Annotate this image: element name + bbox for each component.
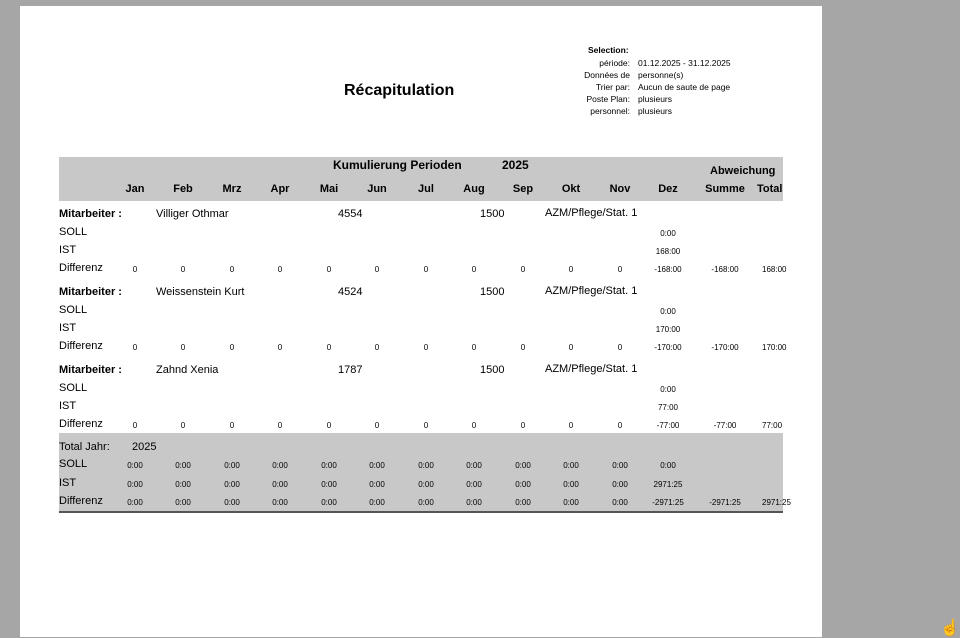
soll-total-month-value: 0:00 <box>369 461 385 470</box>
summe-header: Summe <box>705 183 745 195</box>
diff-total-month-value: 0:00 <box>272 498 288 507</box>
kumulierung-label: Kumulierung Perioden <box>333 158 462 172</box>
month-header: Aug <box>463 183 485 195</box>
ist-total-month-value: 0:00 <box>272 480 288 489</box>
differenz-total-total-value: 2971:25 <box>762 498 791 507</box>
soll-label: SOLL <box>59 226 88 238</box>
differenz-month-value: 0 <box>132 421 138 430</box>
ist-label: IST <box>59 244 77 256</box>
soll-dez-value: 0:00 <box>660 385 676 394</box>
soll-total-month-value: 0:00 <box>224 461 240 470</box>
kumulierung-year: 2025 <box>502 158 529 172</box>
differenz-month-value: 0 <box>132 343 138 352</box>
differenz-month-value: 0 <box>229 265 235 274</box>
ist-total-month-value: 0:00 <box>612 480 628 489</box>
differenz-month-value: 0 <box>617 421 623 430</box>
table-bottom-rule <box>59 511 783 513</box>
month-header: Mrz <box>222 183 242 195</box>
selection-value: 01.12.2025 - 31.12.2025 <box>638 58 731 68</box>
differenz-dez-value: -168:00 <box>654 265 682 274</box>
differenz-month-value: 0 <box>229 343 235 352</box>
employee-number: 1787 <box>338 364 363 376</box>
differenz-summe-value: -170:00 <box>711 343 739 352</box>
employee-code: 1500 <box>480 208 505 220</box>
employee-number: 4524 <box>338 286 363 298</box>
ist-total-month-value: 0:00 <box>515 480 531 489</box>
employee-department: AZM/Pflege/Stat. 1 <box>545 363 638 375</box>
ist-total-month-value: 0:00 <box>321 480 337 489</box>
selection-key: Trier par: <box>595 82 630 92</box>
differenz-dez-value: -77:00 <box>656 421 680 430</box>
report-page <box>20 6 822 637</box>
ist-total-month-value: 0:00 <box>175 480 191 489</box>
month-header: Apr <box>270 183 290 195</box>
soll-total-month-value: 0:00 <box>418 461 434 470</box>
month-header: Jul <box>418 183 434 195</box>
employee-department: AZM/Pflege/Stat. 1 <box>545 207 638 219</box>
employee-code: 1500 <box>480 364 505 376</box>
differenz-month-value: 0 <box>617 265 623 274</box>
differenz-month-value: 0 <box>520 265 526 274</box>
diff-total-month-value: 0:00 <box>563 498 579 507</box>
soll-label: SOLL <box>59 304 88 316</box>
selection-key: période: <box>599 58 630 68</box>
ist-total-month-value: 0:00 <box>563 480 579 489</box>
differenz-month-value: 0 <box>374 265 380 274</box>
differenz-total-value: 170:00 <box>762 343 787 352</box>
employee-department: AZM/Pflege/Stat. 1 <box>545 285 638 297</box>
total-year-label: Total Jahr: <box>59 441 110 453</box>
differenz-summe-value: -168:00 <box>711 265 739 274</box>
selection-value: personne(s) <box>638 70 684 80</box>
diff-total-month-value: -2971:25 <box>652 498 684 507</box>
differenz-total-value: 168:00 <box>762 265 787 274</box>
differenz-month-value: 0 <box>229 421 235 430</box>
differenz-label: Differenz <box>59 340 103 352</box>
differenz-summe-value: -77:00 <box>713 421 737 430</box>
ist-label: IST <box>59 322 77 334</box>
month-header: Sep <box>512 183 534 195</box>
differenz-month-value: 0 <box>326 343 332 352</box>
differenz-month-value: 0 <box>568 421 574 430</box>
soll-total-month-value: 0:00 <box>321 461 337 470</box>
differenz-month-value: 0 <box>277 421 283 430</box>
ist-label: IST <box>59 400 77 412</box>
employee-label: Mitarbeiter : <box>59 208 122 220</box>
ist-total-month-value: 2971:25 <box>653 480 683 489</box>
differenz-month-value: 0 <box>520 343 526 352</box>
diff-total-month-value: 0:00 <box>515 498 531 507</box>
diff-total-month-value: 0:00 <box>369 498 385 507</box>
ist-dez-value: 168:00 <box>655 247 681 256</box>
diff-total-month-value: 0:00 <box>418 498 434 507</box>
employee-name: Weissenstein Kurt <box>156 286 245 298</box>
soll-total-month-value: 0:00 <box>272 461 288 470</box>
employee-name: Villiger Othmar <box>156 208 229 220</box>
differenz-month-value: 0 <box>423 265 429 274</box>
month-header: Jun <box>367 183 387 195</box>
month-header: Jan <box>125 183 145 195</box>
ist-total-month-value: 0:00 <box>369 480 385 489</box>
differenz-month-value: 0 <box>568 265 574 274</box>
differenz-month-value: 0 <box>568 343 574 352</box>
ist-total-month-value: 0:00 <box>127 480 143 489</box>
ist-dez-value: 77:00 <box>657 403 679 412</box>
month-header: Feb <box>173 183 193 195</box>
report-title: Récapitulation <box>344 82 455 99</box>
differenz-month-value: 0 <box>132 265 138 274</box>
differenz-total-summe-value: -2971:25 <box>709 498 741 507</box>
month-header: Nov <box>609 183 631 195</box>
selection-key: Données de <box>584 70 630 80</box>
diff-total-month-value: 0:00 <box>224 498 240 507</box>
soll-total-month-value: 0:00 <box>175 461 191 470</box>
soll-total-label: SOLL <box>59 458 88 470</box>
differenz-month-value: 0 <box>180 265 186 274</box>
selection-heading: Selection: <box>588 45 629 55</box>
month-header: Okt <box>561 183 581 195</box>
soll-total-month-value: 0:00 <box>466 461 482 470</box>
differenz-label: Differenz <box>59 262 103 274</box>
ist-total-label: IST <box>59 477 77 489</box>
differenz-month-value: 0 <box>374 421 380 430</box>
selection-key: Poste Plan: <box>586 94 630 104</box>
soll-dez-value: 0:00 <box>660 229 676 238</box>
month-header: Mai <box>319 183 339 195</box>
ist-total-month-value: 0:00 <box>418 480 434 489</box>
differenz-month-value: 0 <box>471 343 477 352</box>
differenz-month-value: 0 <box>277 343 283 352</box>
differenz-month-value: 0 <box>471 265 477 274</box>
selection-key: personnel: <box>590 106 630 116</box>
soll-total-month-value: 0:00 <box>612 461 628 470</box>
diff-total-month-value: 0:00 <box>175 498 191 507</box>
differenz-month-value: 0 <box>423 421 429 430</box>
employee-name: Zahnd Xenia <box>156 364 219 376</box>
differenz-month-value: 0 <box>277 265 283 274</box>
soll-label: SOLL <box>59 382 88 394</box>
diff-total-month-value: 0:00 <box>321 498 337 507</box>
selection-value: Aucun de saute de page <box>638 82 731 92</box>
employee-label: Mitarbeiter : <box>59 286 122 298</box>
diff-total-month-value: 0:00 <box>612 498 628 507</box>
differenz-month-value: 0 <box>423 343 429 352</box>
ist-total-month-value: 0:00 <box>224 480 240 489</box>
total-header: Total <box>757 183 783 195</box>
month-header: Dez <box>658 183 678 195</box>
differenz-month-value: 0 <box>471 421 477 430</box>
ist-total-month-value: 0:00 <box>466 480 482 489</box>
differenz-month-value: 0 <box>520 421 526 430</box>
differenz-total-value: 77:00 <box>762 421 783 430</box>
employee-code: 1500 <box>480 286 505 298</box>
soll-total-month-value: 0:00 <box>563 461 579 470</box>
differenz-month-value: 0 <box>374 343 380 352</box>
diff-total-month-value: 0:00 <box>466 498 482 507</box>
soll-total-month-value: 0:00 <box>515 461 531 470</box>
selection-value: plusieurs <box>638 106 673 116</box>
differenz-month-value: 0 <box>326 265 332 274</box>
ist-dez-value: 170:00 <box>655 325 681 334</box>
employee-label: Mitarbeiter : <box>59 364 122 376</box>
differenz-month-value: 0 <box>180 421 186 430</box>
selection-value: plusieurs <box>638 94 673 104</box>
hand-pointer-icon: ☝ <box>940 620 960 637</box>
abweichung-label: Abweichung <box>710 165 776 177</box>
soll-total-month-value: 0:00 <box>660 461 676 470</box>
differenz-dez-value: -170:00 <box>654 343 682 352</box>
soll-dez-value: 0:00 <box>660 307 676 316</box>
differenz-month-value: 0 <box>617 343 623 352</box>
differenz-month-value: 0 <box>326 421 332 430</box>
differenz-month-value: 0 <box>180 343 186 352</box>
total-year-year: 2025 <box>132 441 157 453</box>
differenz-label: Differenz <box>59 418 103 430</box>
employee-number: 4554 <box>338 208 363 220</box>
diff-total-month-value: 0:00 <box>127 498 143 507</box>
diff-total-label: Differenz <box>59 495 103 507</box>
soll-total-month-value: 0:00 <box>127 461 143 470</box>
